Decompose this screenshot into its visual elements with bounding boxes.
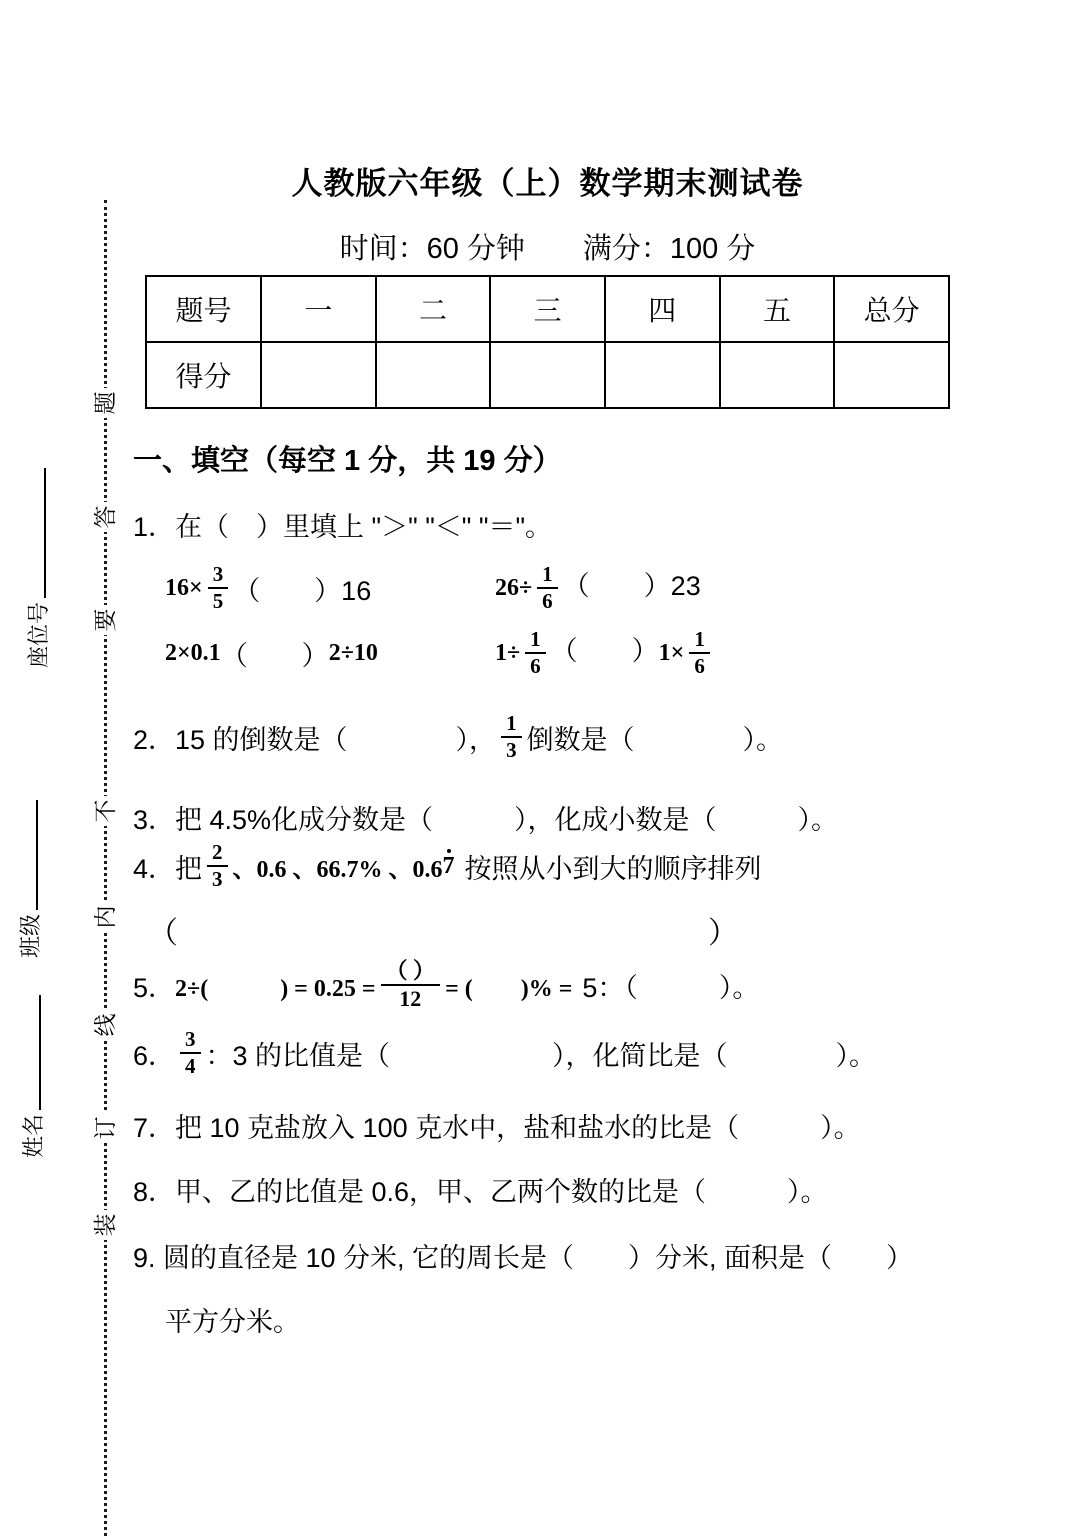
fraction-denominator: 4 <box>185 1054 196 1078</box>
fraction-denominator: 5 <box>212 589 224 613</box>
fraction-denominator: 6 <box>694 654 705 678</box>
binding-char: 订 <box>90 1113 120 1143</box>
math-term: 、0.6 、66.7% 、0.6 <box>232 856 443 883</box>
score-table-cell: 得分 <box>146 342 261 408</box>
class-field <box>16 800 42 958</box>
score-table-empty-cell <box>834 342 949 408</box>
name-blank <box>19 995 41 1110</box>
class-label: 班级 <box>18 913 43 958</box>
question-3: 3．把 4.5%化成分数是（ ），化成小数是（ ）。 <box>133 805 839 835</box>
score-table-empty-cell <box>720 342 835 408</box>
name-label: 姓名 <box>21 1113 46 1158</box>
section1-heading: 一、填空（每空 1 分，共 19 分） <box>133 445 562 477</box>
fraction-numerator: 1 <box>689 628 710 654</box>
fraction <box>689 628 710 678</box>
question-9-line-2: 平方分米。 <box>165 1307 300 1337</box>
question-2 <box>133 702 1033 772</box>
binding-char: 内 <box>90 902 120 932</box>
score-table-cell: 五 <box>720 276 835 342</box>
fraction <box>525 628 546 678</box>
score-table <box>145 275 950 409</box>
fraction-numerator: （ ） <box>381 959 441 986</box>
binding-char: 装 <box>90 1210 120 1240</box>
math-term: 2÷10 <box>328 639 378 666</box>
score-table-empty-cell <box>490 342 605 408</box>
score-table-cell: 一 <box>261 276 376 342</box>
question-1-math-row-2 <box>165 620 1025 686</box>
question-5 <box>133 950 1033 1020</box>
question-6 <box>133 1018 1033 1088</box>
question-text: 5：（ ）。 <box>582 972 760 1003</box>
answer-paren-open: （ <box>148 917 178 950</box>
fraction-denominator: 6 <box>530 654 541 678</box>
score-table-cell: 总分 <box>834 276 949 342</box>
fraction-numerator: 2 <box>207 841 228 867</box>
q1-expression <box>165 634 495 673</box>
fraction-denominator: 12 <box>399 986 422 1011</box>
fraction <box>207 841 228 891</box>
question-number: 5． <box>133 972 176 1003</box>
score-table-empty-cell <box>376 342 491 408</box>
question-text: 2．15 的倒数是（ ）， <box>133 724 497 755</box>
binding-char: 答 <box>90 502 120 532</box>
question-8: 8．甲、乙的比值是 0.6，甲、乙两个数的比是（ ）。 <box>133 1177 828 1207</box>
class-blank <box>16 800 38 910</box>
fraction <box>537 563 558 613</box>
fraction-denominator: 3 <box>506 738 517 762</box>
fraction-numerator: 1 <box>537 563 558 589</box>
binding-char: 要 <box>90 605 120 635</box>
question-text: 倒数是（ ）。 <box>526 724 784 755</box>
q1-expression <box>165 563 495 613</box>
fraction-numerator: 3 <box>180 1028 201 1054</box>
fraction <box>208 563 229 613</box>
question-text: 按照从小到大的顺序排列 <box>464 853 762 884</box>
page-title: 人教版六年级（上）数学期末测试卷 <box>291 166 804 201</box>
math-term: 16× <box>165 574 203 601</box>
math-term: 26÷ <box>495 575 533 602</box>
score-table-header-row <box>146 276 949 342</box>
answer-blank: （ ）23 <box>562 571 701 602</box>
binding-char: 不 <box>90 796 120 826</box>
seat-number-field <box>24 468 50 668</box>
fraction <box>381 959 441 1011</box>
time-score-subtitle: 时间：60 分钟 满分：100 分 <box>339 233 756 265</box>
repeating-decimal-digit: 7 <box>442 852 455 879</box>
answer-blank: （ ）16 <box>233 575 372 606</box>
answer-paren-close: ） <box>708 917 738 950</box>
seat-number-blank <box>24 468 46 598</box>
question-7: 7．把 10 克盐放入 100 克水中，盐和盐水的比是（ ）。 <box>133 1113 861 1143</box>
answer-blank: （ ） <box>220 640 329 671</box>
name-field <box>19 995 45 1158</box>
question-4 <box>133 831 1033 901</box>
fraction-numerator: 3 <box>208 563 229 589</box>
q1-expression <box>495 563 701 613</box>
score-table-cell: 二 <box>376 276 491 342</box>
score-table-cell: 四 <box>605 276 720 342</box>
score-table-score-row <box>146 342 949 408</box>
fraction <box>180 1028 201 1078</box>
score-table-cell: 三 <box>490 276 605 342</box>
fraction-numerator: 1 <box>501 712 522 738</box>
binding-char: 线 <box>90 1010 120 1040</box>
score-table-empty-cell <box>605 342 720 408</box>
score-table-cell: 题号 <box>146 276 261 342</box>
math-term: = ( )% = <box>445 975 573 1002</box>
fraction-denominator: 3 <box>212 867 223 891</box>
question-4-answer-line <box>148 908 1048 952</box>
q1-expression <box>495 628 715 678</box>
seat-number-label: 座位号 <box>26 601 51 668</box>
question-9-line-1: 9. 圆的直径是 10 分米, 它的周长是（ ）分米, 面积是（ ） <box>133 1243 914 1273</box>
score-table-empty-cell <box>261 342 376 408</box>
question-text: 4．把 <box>133 853 203 884</box>
question-text: ：3 的比值是（ ），化简比是（ ）。 <box>205 1040 877 1071</box>
math-term: 1÷ <box>495 640 521 667</box>
math-term: 1× <box>658 640 685 667</box>
fraction-numerator: 1 <box>525 628 546 654</box>
math-term: 2×0.1 <box>165 639 221 666</box>
question-1-text: 1．在（ ）里填上 "＞" "＜" "＝"。 <box>133 512 553 542</box>
question-1-math-row-1 <box>165 555 1025 621</box>
fraction <box>501 712 522 762</box>
binding-char: 题 <box>90 388 120 418</box>
fraction-denominator: 6 <box>542 589 553 613</box>
answer-blank: （ ） <box>550 636 659 667</box>
question-number: 6． <box>133 1040 176 1071</box>
math-term: 2÷( ) = 0.25 = <box>175 975 376 1002</box>
